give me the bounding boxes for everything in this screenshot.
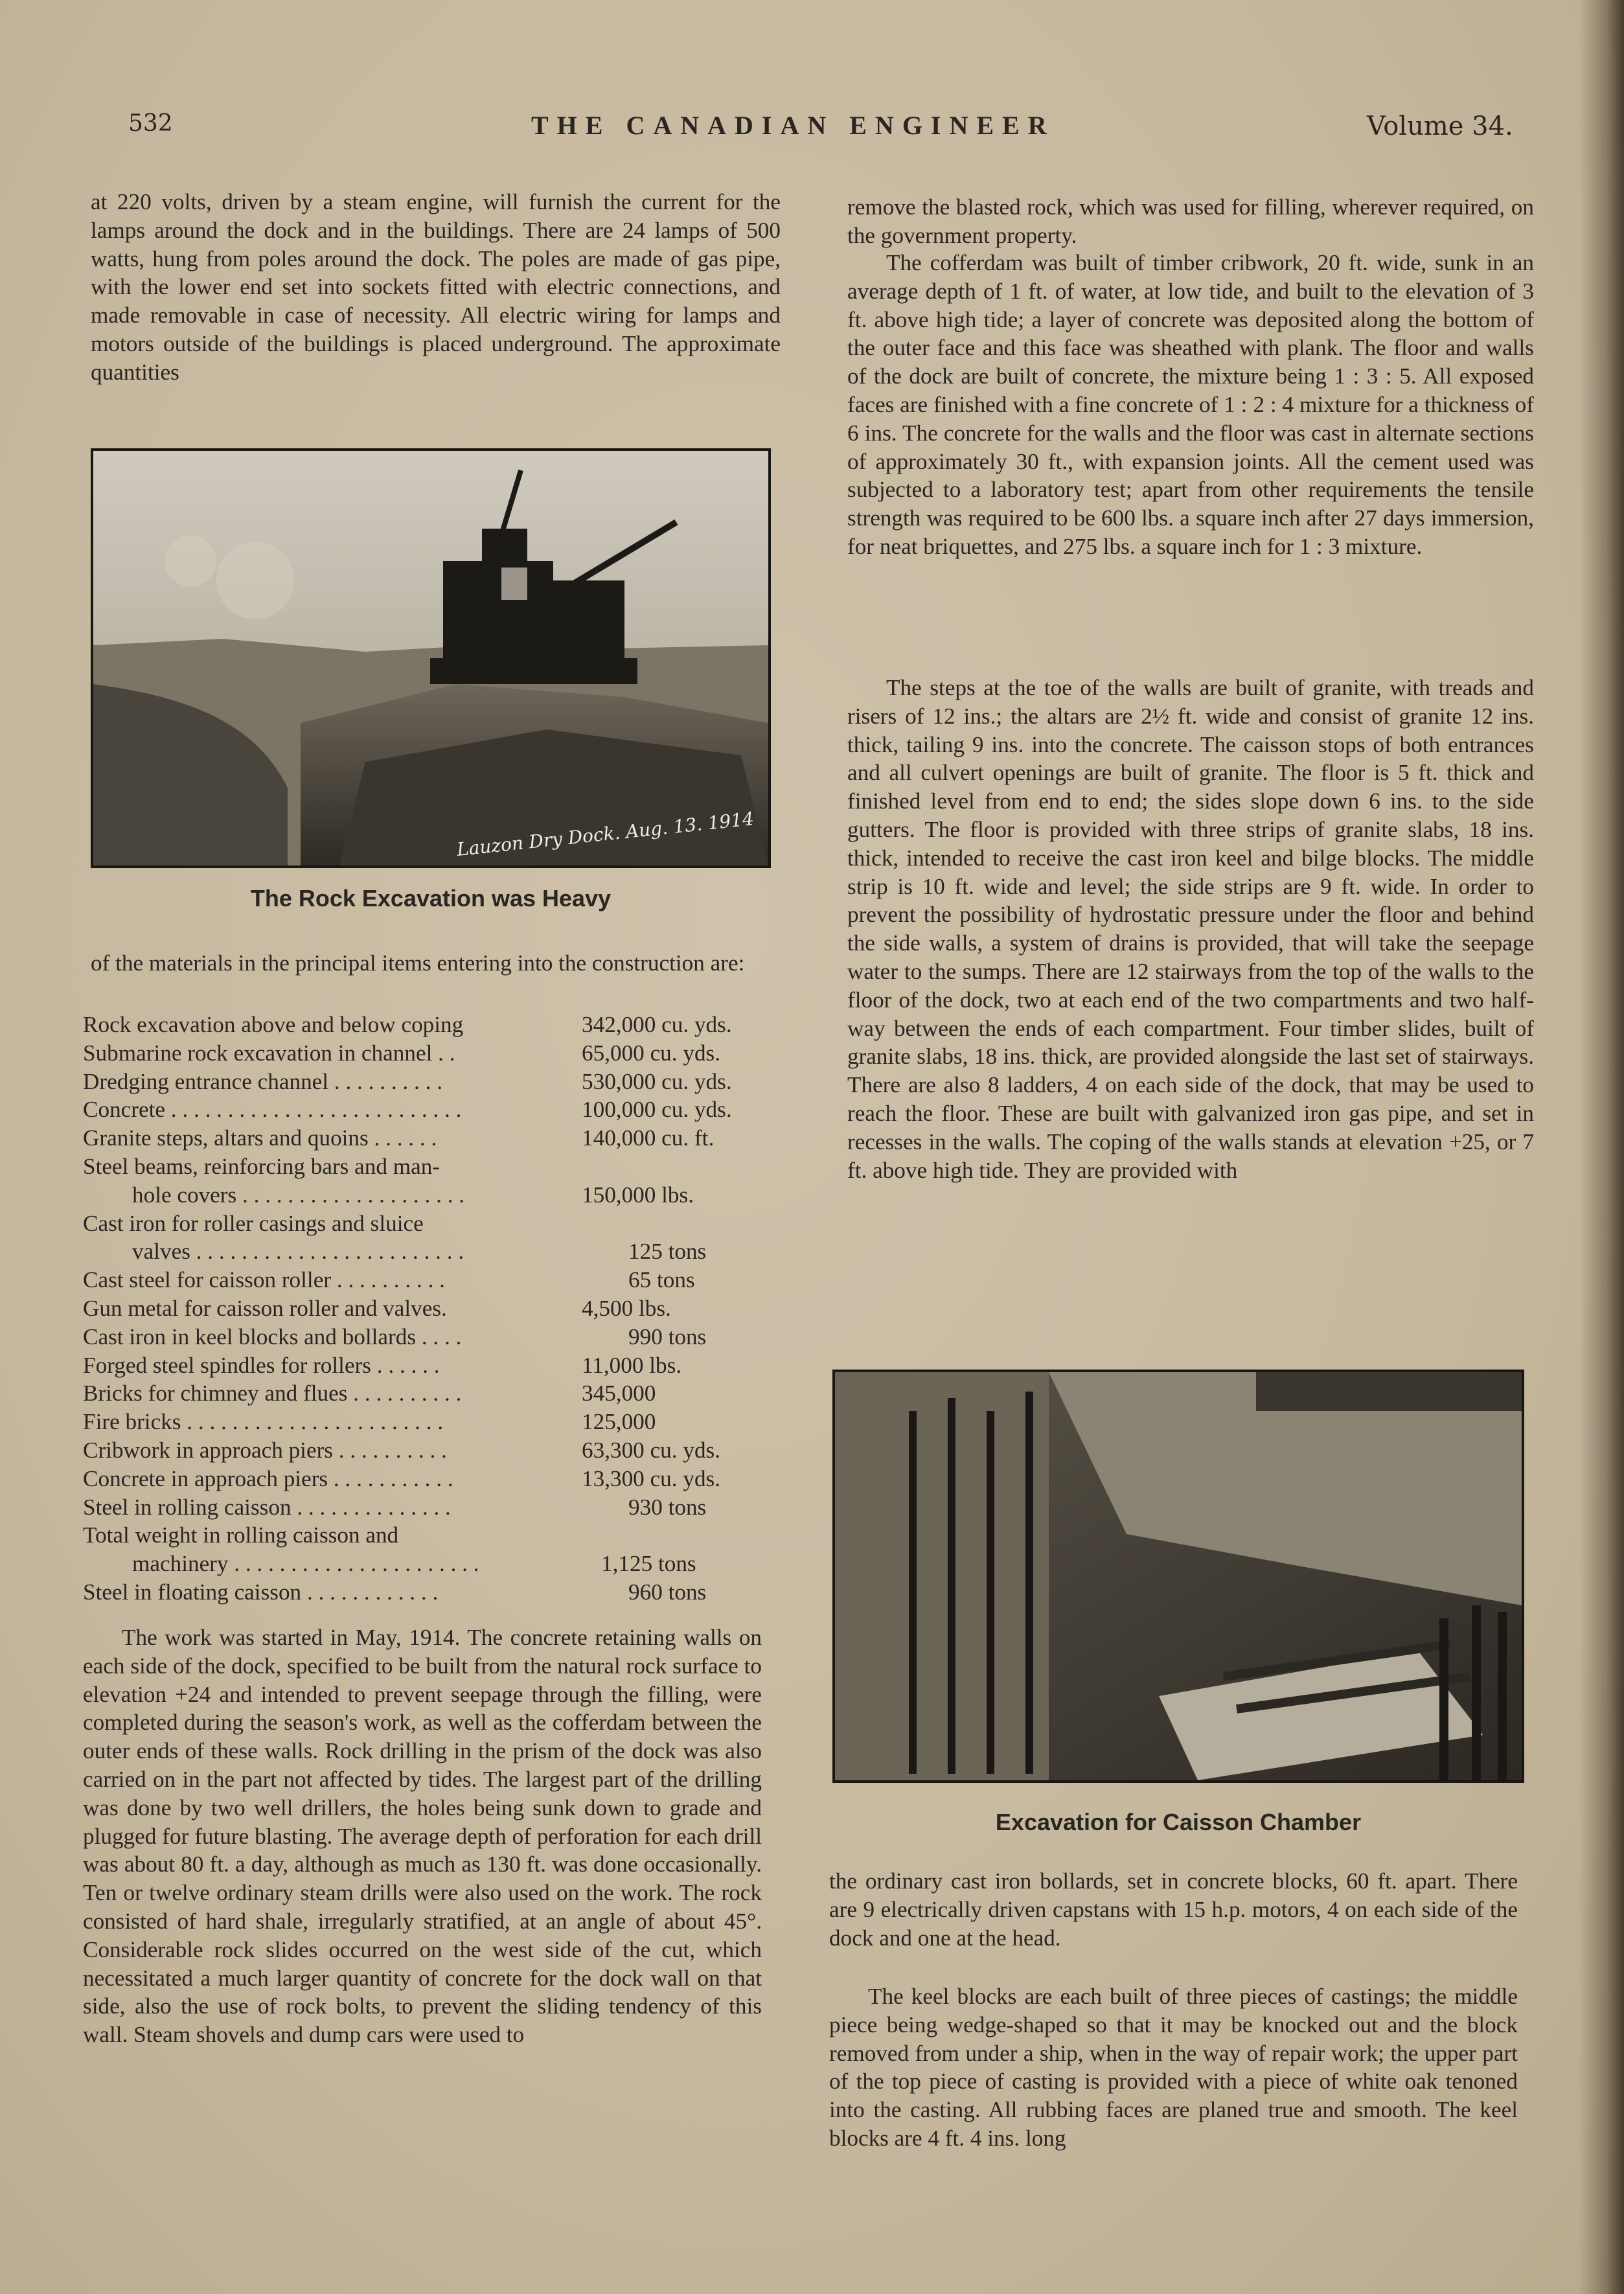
quantity-value: 4,500 lbs. <box>582 1295 671 1321</box>
quantity-item: Cribwork in approach piers . . . . . . . . . . <box>83 1437 447 1463</box>
quantity-row <box>83 1296 783 1324</box>
quantity-item: Steel in floating caisson . . . . . . . . . . . . <box>83 1579 439 1605</box>
quantity-value: 125 tons <box>628 1239 707 1265</box>
quantity-item: Steel in rolling caisson . . . . . . . . . . . . . . <box>83 1494 451 1520</box>
quantity-value: 1,125 tons <box>601 1551 696 1577</box>
quantities-table <box>83 1012 783 1608</box>
quantity-value: 65 tons <box>628 1267 695 1293</box>
col2-paragraph-1: remove the blasted rock, which was used for filling, wherever required, on the government property. <box>847 194 1534 248</box>
journal-title: THE CANADIAN ENGINEER <box>531 111 1055 140</box>
quantity-row <box>83 1579 783 1608</box>
col2-paragraph-2: The cofferdam was built of timber cribwork, 20 ft. wide, sunk in an average depth of 1 ft. of water, at low tide, and built to the elevation of 3 ft. above high tide; a layer of concrete was deposited along the bottom of the outer face and this face was sheathed with plank. The floor and walls of the dock are built of concrete, the mixture being 1 : 3 : 5. All exposed faces are finished with a fine concrete of 1 : 2 : 4 mixture for a thickness of 6 ins. The concrete for the walls and the floor was cast in alternate sections of approximately 30 ft., with expansion joints. All the cement used was subjected to a laboratory test; apart from other requirements the tensile strength was required to be 600 lbs. a square inch after 27 days immersion, for neat briquettes, and 275 lbs. a square inch for 1 : 3 mixture. <box>847 250 1534 559</box>
page-number: 532 <box>128 110 173 137</box>
quantity-row <box>83 1522 783 1551</box>
quantity-item: Cast iron in keel blocks and bollards . . . . <box>83 1324 462 1349</box>
quantity-row <box>83 1267 783 1296</box>
quantity-item: Total weight in rolling caisson and <box>83 1522 399 1548</box>
quantity-value: 140,000 cu. ft. <box>582 1125 715 1151</box>
quantity-row <box>83 1040 783 1069</box>
quantity-row <box>83 1438 783 1466</box>
quantity-row <box>83 1211 783 1239</box>
quantity-item: Granite steps, altars and quoins . . . . . . <box>83 1125 437 1151</box>
quantity-item: Cast steel for caisson roller . . . . . . . . . . <box>83 1267 445 1293</box>
quantity-value: 345,000 <box>582 1381 656 1406</box>
quantity-item: valves . . . . . . . . . . . . . . . . . . . . . . . . <box>132 1239 464 1265</box>
quantity-item: Dredging entrance channel . . . . . . . . . . <box>83 1068 442 1094</box>
quantity-item: Concrete in approach piers . . . . . . . . . . . <box>83 1465 453 1491</box>
quantity-row <box>83 1551 783 1579</box>
quantity-item: Steel beams, reinforcing bars and man- <box>83 1153 440 1179</box>
quantity-item: Rock excavation above and below coping <box>83 1012 464 1037</box>
quantity-value: 65,000 cu. yds. <box>582 1040 721 1066</box>
col1-paragraph-3: The work was started in May, 1914. The concrete retaining walls on each side of the dock, specified to be built from the natural rock surface to elevation +24 and intended to prevent seepage through the filling, were completed during the season's work, as well as the cofferdam between the outer ends of these walls. Rock drilling in the prism of the dock was also carried on in the part not affected by tides. The largest part of the drilling was done by two well drillers, the holes being sunk down to grade and plugged for future blasting. The average depth of perforation for each drill was about 80 ft. a day, although as much as 130 ft. was done occasionally. Ten or twelve ordinary steam drills were also used on the work. The rock consisted of hard shale, irregularly stratified, at an angle of about 45°. Considerable rock slides occurred on the west side of the cut, which necessitated a much larger quantity of concrete for the dock wall on that side, also the use of rock bolts, to prevent the sliding tendency of this wall. Steam shovels and dump cars were used to <box>83 1625 762 2048</box>
photo1-caption: The Rock Excavation was Heavy <box>250 885 612 912</box>
quantity-row <box>83 1097 783 1125</box>
page-spine-shadow <box>1579 0 1624 2294</box>
photo2-caption: Excavation for Caisson Chamber <box>995 1809 1362 1835</box>
quantity-row <box>83 1381 783 1409</box>
quantity-row <box>83 1353 783 1381</box>
caisson-excavation-illustration <box>835 1372 1522 1780</box>
quantity-row <box>83 1495 783 1523</box>
quantity-row <box>83 1012 783 1040</box>
col2-paragraph-3: The steps at the toe of the walls are built of granite, with treads and risers of 12 ins.; the altars are 2½ ft. wide and consist of granite 12 ins. thick, tailing 9 ins. into the concrete. The caisson stops of both entrances and all culvert openings are built of granite. The floor is 5 ft. thick and finished level from end to end; the sides slope down 6 ins. to the side gutters. The floor is provided with three strips of granite slabs, 18 ins. thick, intended to receive the cast iron keel and bilge blocks. The middle strip is 10 ft. wide and level; the side strips are 9 ft. wide. In order to prevent the possibility of hydrostatic pressure under the floor and behind the side walls, a system of drains is provided, that will take the seepage water to the sumps. There are 12 stairways from the top of the walls to the floor of the dock, two at each end of the two compartments and two half-way between the ends of each compartment. Four timber slides, built of granite slabs, 18 ins. thick, are provided alongside the last set of stairways. There are also 8 ladders, 4 on each side of the dock, that may be used to reach the floor. These are built with galvanized iron gas pipe, and set in recesses in the walls. The coping of the walls stands at elevation +25, or 7 ft. above high tide. They are provided with <box>847 675 1534 1183</box>
quantity-item: Gun metal for caisson roller and valves. <box>83 1295 447 1321</box>
quantity-row <box>83 1125 783 1154</box>
quantity-item: hole covers . . . . . . . . . . . . . . . . . . . . <box>132 1182 465 1208</box>
running-header <box>0 110 1574 155</box>
quantity-value: 150,000 lbs. <box>582 1182 694 1208</box>
quantity-item: Fire bricks . . . . . . . . . . . . . . . . . . . . . . . <box>83 1409 444 1435</box>
rock-excavation-photo <box>91 448 771 868</box>
volume-label: Volume 34. <box>1367 111 1513 141</box>
quantity-item: Forged steel spindles for rollers . . . . . . <box>83 1352 440 1378</box>
quantity-item: machinery . . . . . . . . . . . . . . . . . . . . . . <box>132 1551 479 1577</box>
quantity-row <box>83 1324 783 1353</box>
quantity-value: 11,000 lbs. <box>582 1352 682 1378</box>
quantity-row <box>83 1069 783 1097</box>
quantity-row <box>83 1239 783 1267</box>
quantity-value: 125,000 <box>582 1409 656 1435</box>
col1-paragraph-2: of the materials in the principal items entering into the construction are: <box>91 950 745 976</box>
quantity-value: 930 tons <box>628 1494 707 1520</box>
quantity-item: Cast iron for roller casings and sluice <box>83 1210 424 1236</box>
quantity-value: 960 tons <box>628 1579 707 1605</box>
col2-paragraph-4: the ordinary cast iron bollards, set in concrete blocks, 60 ft. apart. There are 9 electrically driven capstans with 15 h.p. motors, 4 on each side of the dock and one at the head. <box>829 1868 1518 1951</box>
quantity-row <box>83 1154 783 1182</box>
steam-shovel-illustration <box>93 451 768 866</box>
quantity-row <box>83 1466 783 1495</box>
quantity-item: Submarine rock excavation in channel . . <box>83 1040 455 1066</box>
quantity-row <box>83 1182 783 1211</box>
quantity-value: 100,000 cu. yds. <box>582 1097 732 1123</box>
quantity-value: 63,300 cu. yds. <box>582 1437 721 1463</box>
quantity-value: 990 tons <box>628 1324 707 1349</box>
caisson-chamber-photo <box>832 1370 1524 1783</box>
quantity-item: Concrete . . . . . . . . . . . . . . . . . . . . . . . . . . <box>83 1097 462 1123</box>
quantity-item: Bricks for chimney and flues . . . . . . . . . . <box>83 1381 462 1406</box>
col1-paragraph-1: at 220 volts, driven by a steam engine, will furnish the current for the lamps around the dock and in the buildings. There are 24 lamps of 500 watts, hung from poles around the dock. The poles are made of gas pipe, with the lower end set into sockets fitted with electric connections, and made removable in case of necessity. All electric wiring for lamps and motors outside of the buildings is placed underground. The approximate quantities <box>91 189 781 385</box>
quantity-value: 13,300 cu. yds. <box>582 1465 721 1491</box>
quantity-value: 530,000 cu. yds. <box>582 1068 732 1094</box>
quantity-value: 342,000 cu. yds. <box>582 1012 732 1037</box>
col2-paragraph-5: The keel blocks are each built of three pieces of castings; the middle piece being wedge-shaped so that it may be knocked out and the block removed from under a ship, when in the way of repair work; the upper part of the top piece of casting is provided with a piece of white oak tenoned into the casting. All rubbing faces are planed true and smooth. The keel blocks are 4 ft. 4 ins. long <box>829 1984 1518 2151</box>
quantity-row <box>83 1409 783 1438</box>
photo-inscription: Lauzon Dry Dock. Aug. 13. 1914 <box>455 808 755 860</box>
